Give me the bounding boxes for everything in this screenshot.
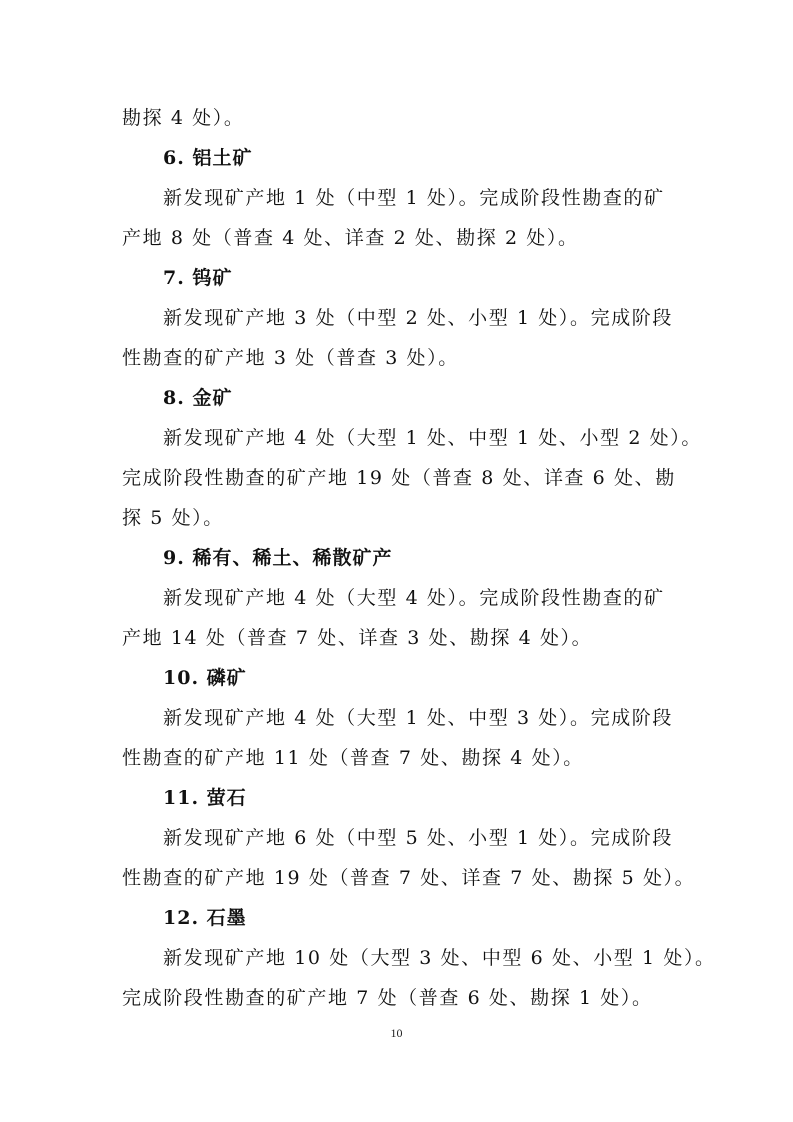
paragraph-line: 新发现矿产地 10 处（大型 3 处、中型 6 处、小型 1 处）。	[163, 947, 716, 969]
paragraph-line: 产地 14 处（普查 7 处、详查 3 处、勘探 4 处）。	[122, 627, 593, 649]
paragraph-line: 完成阶段性勘查的矿产地 19 处（普查 8 处、详查 6 处、勘	[122, 467, 676, 489]
section-heading-gold: 8. 金矿	[163, 387, 233, 409]
paragraph-line: 新发现矿产地 3 处（中型 2 处、小型 1 处）。完成阶段	[163, 307, 674, 329]
paragraph-line: 性勘查的矿产地 3 处（普查 3 处）。	[122, 347, 459, 369]
paragraph-line: 新发现矿产地 4 处（大型 4 处）。完成阶段性勘查的矿	[163, 587, 665, 609]
section-heading-rare-minerals: 9. 稀有、稀土、稀散矿产	[163, 547, 393, 569]
paragraph-line: 完成阶段性勘查的矿产地 7 处（普查 6 处、勘探 1 处）。	[122, 987, 653, 1009]
section-heading-bauxite: 6. 铝土矿	[163, 147, 253, 169]
paragraph-line: 新发现矿产地 4 处（大型 1 处、中型 3 处）。完成阶段	[163, 707, 674, 729]
paragraph-line: 性勘查的矿产地 11 处（普查 7 处、勘探 4 处）。	[122, 747, 584, 769]
paragraph-line: 新发现矿产地 4 处（大型 1 处、中型 1 处、小型 2 处）。	[163, 427, 702, 449]
paragraph-line: 性勘查的矿产地 19 处（普查 7 处、详查 7 处、勘探 5 处）。	[122, 867, 696, 889]
intro-line: 勘探 4 处）。	[122, 107, 245, 129]
section-heading-fluorite: 11. 萤石	[163, 787, 247, 809]
page-number: 10	[390, 1026, 403, 1040]
paragraph-line: 产地 8 处（普查 4 处、详查 2 处、勘探 2 处）。	[122, 227, 579, 249]
section-heading-phosphate: 10. 磷矿	[163, 667, 247, 689]
paragraph-line: 新发现矿产地 1 处（中型 1 处）。完成阶段性勘查的矿	[163, 187, 665, 209]
section-heading-graphite: 12. 石墨	[163, 907, 247, 929]
paragraph-line: 探 5 处）。	[122, 507, 224, 529]
document-body	[122, 98, 716, 1018]
paragraph-line: 新发现矿产地 6 处（中型 5 处、小型 1 处）。完成阶段	[163, 827, 674, 849]
section-heading-tungsten: 7. 钨矿	[163, 267, 233, 289]
